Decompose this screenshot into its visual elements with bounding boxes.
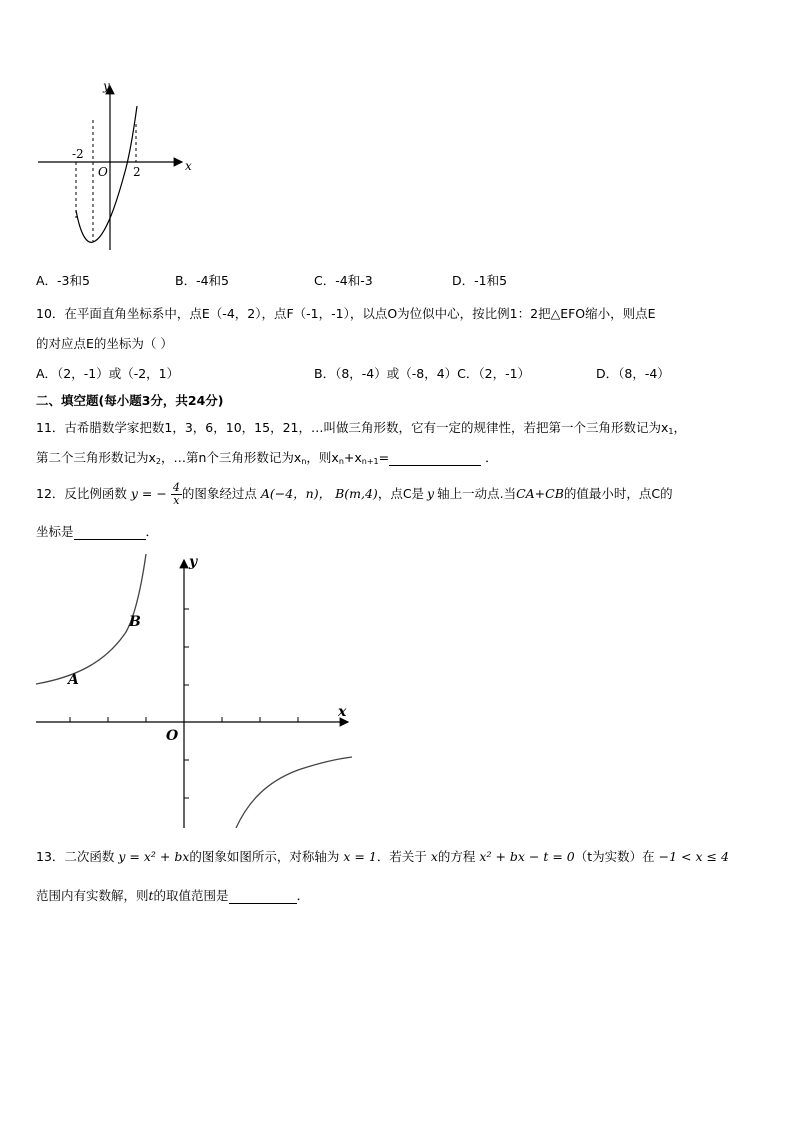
q10-option-d[interactable]: D．（8，-4） xyxy=(596,366,670,381)
q11-line2-a: 第二个三角形数记为x xyxy=(36,450,156,465)
q13-line2b: 的取值范围是 xyxy=(153,888,229,903)
q12-expr: CA+CB xyxy=(516,486,564,501)
q10-text-line1: 10．在平面直角坐标系中，点E（-4，2），点F（-1，-1），以点O为位似中心，按比例1：2把△EFO缩小，则点E xyxy=(36,306,656,321)
q12-prefix: 12．反比例函数 xyxy=(36,486,127,501)
q12-line2-end: ． xyxy=(145,524,159,539)
q11-line2-subn: n xyxy=(301,457,307,466)
q11-line2-d: +x xyxy=(343,450,362,465)
q10-option-bc[interactable]: B．（8，-4）或（-8，4）C．（2，-1） xyxy=(314,366,531,381)
q11-line2-e: = xyxy=(378,450,390,465)
hyperbola-branch-right xyxy=(236,757,352,828)
q11-text-line1 xyxy=(36,418,686,436)
q12-answer-blank[interactable] xyxy=(74,525,146,540)
q13-answer-blank[interactable] xyxy=(229,889,297,904)
q12-mid3: 轴上一动点.当 xyxy=(437,486,517,501)
q13-mid1: 的图象如图所示，对称轴为 xyxy=(189,849,340,864)
point-label-b: B xyxy=(129,614,141,630)
q12-point-b: B(m,4) xyxy=(335,486,378,501)
axis-label-x: x xyxy=(338,704,347,720)
q12-line2: 坐标是 xyxy=(36,524,74,539)
q13-var-t: t xyxy=(148,888,154,903)
q13-mid4: （t为实数）在 xyxy=(574,849,655,864)
origin-label: O xyxy=(98,165,108,179)
q13-text-line2 xyxy=(36,886,309,904)
q12-eq-lhs: y = − xyxy=(130,486,167,501)
q9-parabola-figure xyxy=(36,78,201,258)
tick-label-2: 2 xyxy=(133,165,141,179)
q13-line2a: 范围内有实数解，则 xyxy=(36,888,149,903)
section-title-fill-blank: 二、填空题(每小题3分，共24分) xyxy=(36,393,224,408)
q9-option-d[interactable]: D．-1和5 xyxy=(452,273,508,288)
q13-line2-end: ． xyxy=(296,888,310,903)
q11-line2-subn1: n+1 xyxy=(361,457,379,466)
q12-text-line1 xyxy=(36,482,673,507)
axis-label-x: x xyxy=(185,159,192,173)
q13-mid2: ．若关于 xyxy=(376,849,427,864)
point-label-a: A xyxy=(68,672,79,688)
q12-fraction xyxy=(171,482,182,507)
q10-option-a[interactable]: A．（2，-1）或（-2，1） xyxy=(36,366,180,381)
q11-line1-sub: 1 xyxy=(668,427,674,436)
y-ticks xyxy=(184,609,189,798)
axis-label-y: y xyxy=(189,554,198,570)
q13-range: −1 < x ≤ 4 xyxy=(658,849,729,864)
q13-var-x: x xyxy=(430,849,438,864)
q13-mid3: 的方程 xyxy=(437,849,476,864)
q12-point-a: A(−4，n)， xyxy=(260,486,332,501)
q12-var-y: y xyxy=(427,486,435,501)
q10-text-line2: 的对应点E的坐标为（ ） xyxy=(36,336,173,351)
q11-line2-subn2: n xyxy=(338,457,344,466)
q13-equation: x² + bx − t = 0 xyxy=(479,849,575,864)
q11-answer-blank[interactable] xyxy=(389,451,481,466)
q12-frac-num: 4 xyxy=(172,481,180,494)
tick-label-neg2: -2 xyxy=(72,147,84,161)
q9-option-a[interactable]: A．-3和5 xyxy=(36,273,90,288)
q11-line2-c: ，则x xyxy=(306,450,339,465)
q11-text-line2 xyxy=(36,448,498,466)
q12-hyperbola-figure xyxy=(36,552,356,830)
q13-text-line1 xyxy=(36,847,729,865)
q12-mid1: 的图象经过点 xyxy=(181,486,257,501)
q11-line2-sub2: 2 xyxy=(155,457,161,466)
q11-line1-text: 11．古希腊数学家把数1，3，6，10，15，21，…叫做三角形数，它有一定的规律性，若把第一个三角形数记为x xyxy=(36,420,669,435)
q9-option-b[interactable]: B．-4和5 xyxy=(175,273,229,288)
q13-prefix: 13．二次函数 xyxy=(36,849,115,864)
q13-func: y = x² + bx xyxy=(118,849,190,864)
q9-option-c[interactable]: C．-4和-3 xyxy=(314,273,373,288)
q11-line2-end: ． xyxy=(485,450,498,465)
q12-mid2: ，点C是 xyxy=(377,486,425,501)
q11-line2-b: ，…第n个三角形数记为x xyxy=(161,450,302,465)
q11-line1-end: ， xyxy=(673,420,686,435)
origin-label: O xyxy=(166,728,179,744)
q13-axis-eq: x = 1 xyxy=(343,849,377,864)
q12-text-line2 xyxy=(36,522,158,540)
q12-mid4: 的值最小时，点C的 xyxy=(563,486,673,501)
axis-label-y: y xyxy=(103,79,110,93)
q12-frac-den: x xyxy=(173,494,180,507)
